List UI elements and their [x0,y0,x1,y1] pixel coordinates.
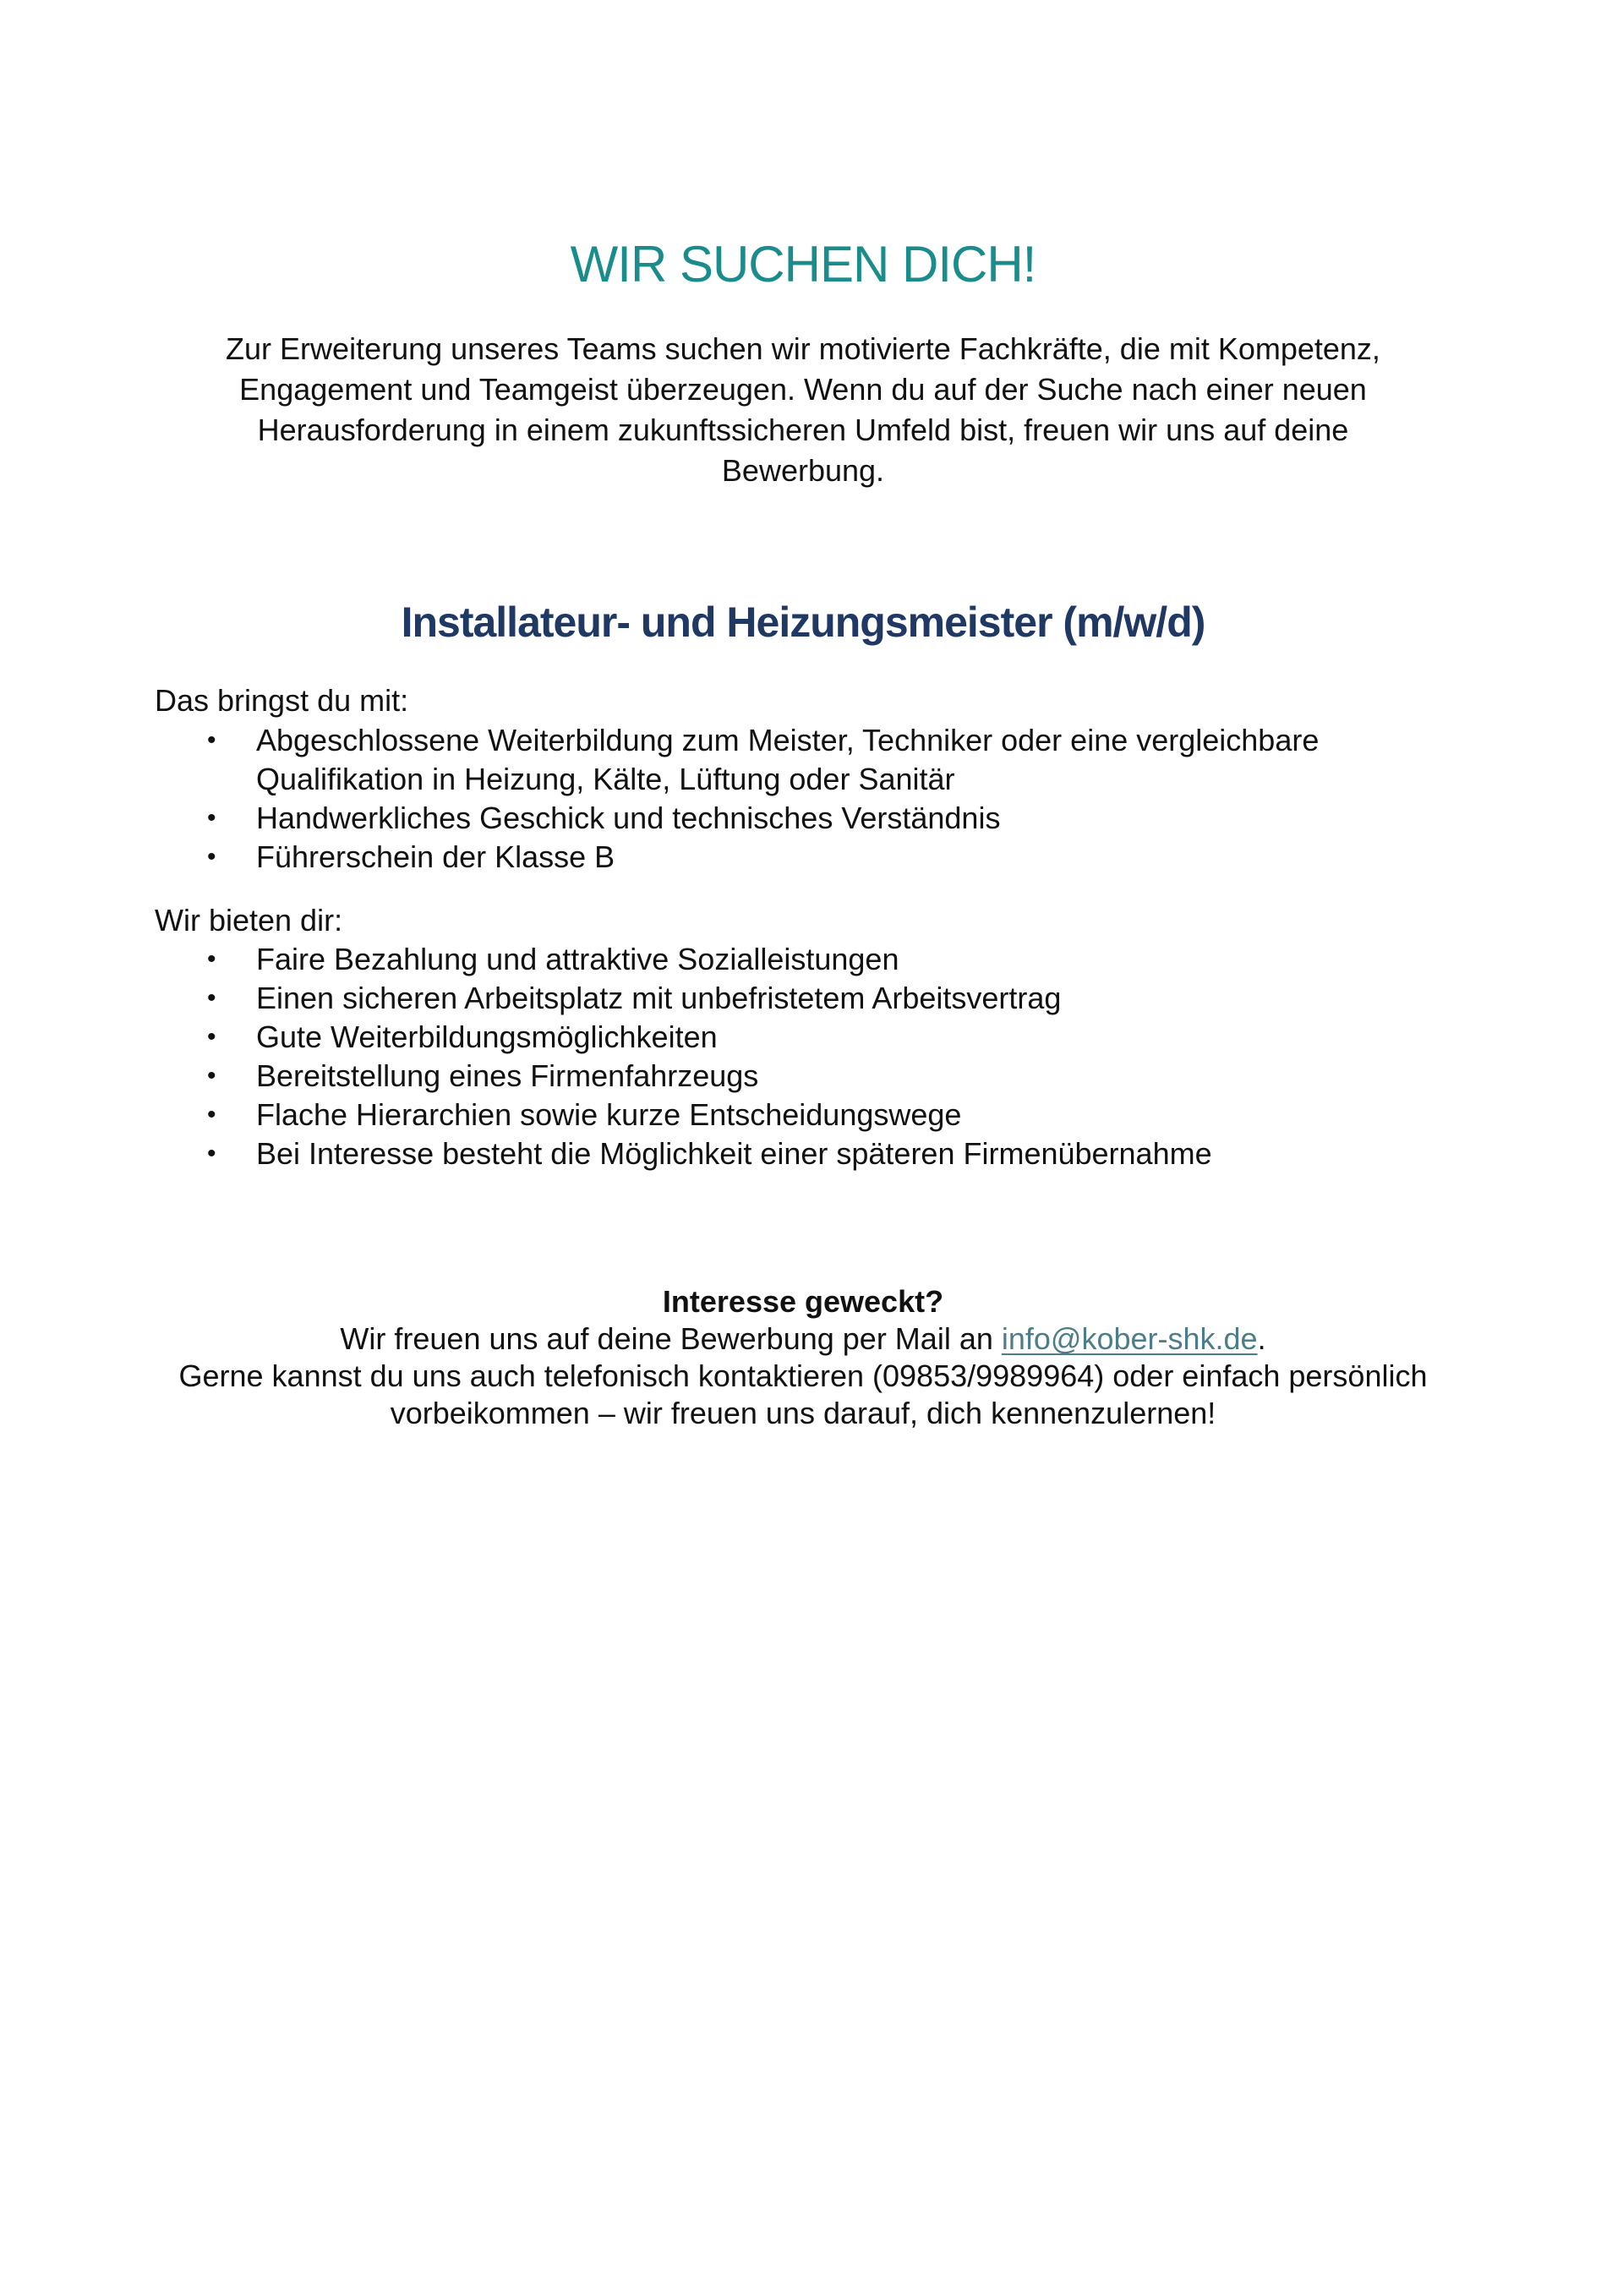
list-item-text [256,1134,1465,1173]
contact-line-prefix: Wir freuen uns auf deine Bewerbung per Mail an [340,1321,1002,1356]
contact-line: vorbeikommen – wir freuen uns darauf, dich kennenzulernen! [390,1396,1216,1430]
requirements-heading: Das bringst du mit: [155,683,409,718]
list-item [155,979,1465,1018]
list-item [155,1057,1465,1096]
list-item-text [256,940,1465,979]
contact-line: Gerne kannst du uns auch telefonisch kontaktieren (09853/9989964) oder einfach persönlich [178,1358,1428,1393]
list-item-text [256,799,1465,838]
list-item-text [256,838,1465,877]
requirements-list [155,721,1465,877]
list-item [155,838,1465,877]
intro-line: Herausforderung in einem zukunftssicheren Umfeld bist, freuen wir uns auf deine [257,413,1349,447]
list-item-text [256,1096,1465,1134]
list-item [155,1018,1465,1057]
bullet-icon: • [207,843,216,871]
list-item-text [256,721,1465,799]
contact-heading: Interesse geweckt? [662,1284,944,1319]
intro-line: Engagement und Teamgeist überzeugen. Wenn du auf der Suche nach einer neuen [239,372,1367,407]
email-link[interactable]: info@kober-shk.de [1001,1321,1258,1356]
bullet-icon: • [207,726,216,754]
list-item [155,1096,1465,1134]
list-item-text [256,979,1465,1018]
list-item-text [256,1018,1465,1057]
intro-line: Bewerbung. [721,453,885,488]
list-item [155,721,1465,799]
list-item [155,799,1465,838]
intro-paragraph [0,329,1606,491]
bullet-icon: • [207,945,216,973]
list-item-line: Einen sicheren Arbeitsplatz mit unbefristetem Arbeitsvertrag [256,981,1062,1015]
job-title-heading: Installateur- und Heizungsmeister (m/w/d) [401,599,1205,646]
contact-line-suffix: . [1257,1321,1266,1356]
page-title: WIR SUCHEN DICH! [570,236,1036,292]
list-item-line: Gute Weiterbildungsmöglichkeiten [256,1020,718,1054]
bullet-icon: • [207,984,216,1012]
list-item-line: Abgeschlossene Weiterbildung zum Meister, Techniker oder eine vergleichbare [256,723,1320,757]
list-item-line: Bei Interesse besteht die Möglichkeit einer späteren Firmenübernahme [256,1136,1212,1171]
list-item-line: Flache Hierarchien sowie kurze Entscheidungswege [256,1097,962,1132]
list-item-line: Handwerkliches Geschick und technisches Verständnis [256,801,1001,835]
intro-line: Zur Erweiterung unseres Teams suchen wir motivierte Fachkräfte, die mit Kompetenz, [226,331,1380,366]
contact-paragraph [0,1320,1606,1432]
list-item [155,1134,1465,1173]
contact-line [0,1320,1606,1358]
list-item [155,940,1465,979]
list-item-line: Führerschein der Klasse B [256,839,615,874]
bullet-icon: • [207,1023,216,1051]
list-item-line: Faire Bezahlung und attraktive Sozialleistungen [256,942,899,976]
list-item-line: Qualifikation in Heizung, Kälte, Lüftung oder Sanitär [256,762,955,796]
list-item-line: Bereitstellung eines Firmenfahrzeugs [256,1058,759,1093]
bullet-icon: • [207,1062,216,1090]
bullet-icon: • [207,1101,216,1129]
bullet-icon: • [207,804,216,832]
list-item-text [256,1057,1465,1096]
benefits-heading: Wir bieten dir: [155,903,343,938]
bullet-icon: • [207,1140,216,1167]
benefits-list [155,940,1465,1173]
